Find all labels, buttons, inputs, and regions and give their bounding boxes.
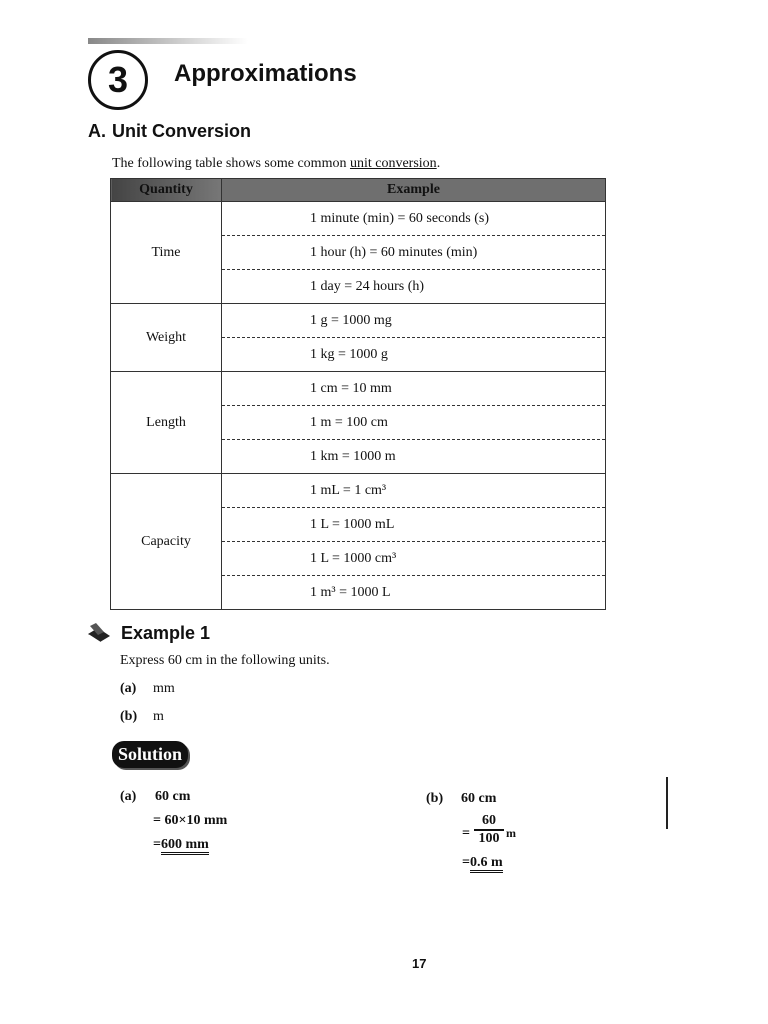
- table-row: [111, 202, 606, 304]
- example-item: 1 hour (h) = 60 minutes (min): [222, 235, 605, 269]
- solution-a-line2: = 60×10 mm: [153, 813, 228, 828]
- example-item: 1 m³ = 1000 L: [222, 575, 605, 609]
- section-letter: A.: [88, 121, 106, 141]
- example-item: 1 L = 1000 mL: [222, 507, 605, 541]
- unit-conversion-table: [110, 178, 606, 610]
- table-row: [111, 372, 606, 474]
- example-item: 1 m = 100 cm: [222, 405, 605, 439]
- page-number: 17: [412, 956, 427, 971]
- solution-a-label: (a): [120, 789, 137, 804]
- header-quantity: Quantity: [111, 179, 222, 202]
- example-item: 1 km = 1000 m: [222, 439, 605, 473]
- quantity-cell: Weight: [111, 304, 222, 372]
- equals-sign: =: [462, 855, 470, 870]
- header-example: Example: [222, 179, 606, 202]
- intro-underlined-term: unit conversion: [349, 156, 437, 171]
- quantity-cell: Time: [111, 202, 222, 304]
- example-item: 1 day = 24 hours (h): [222, 269, 605, 303]
- solution-a-answer: 600 mm: [161, 837, 209, 855]
- example-cell: [222, 474, 606, 610]
- quantity-cell: Capacity: [111, 474, 222, 610]
- table-row: [111, 474, 606, 610]
- solution-b-answer: 0.6 m: [470, 855, 503, 873]
- example-item: 1 g = 1000 mg: [310, 312, 392, 328]
- example-item: 1 L = 1000 cm³: [222, 541, 605, 575]
- solution-b-answer-line: [462, 855, 503, 871]
- solution-a-answer-line: [153, 837, 209, 853]
- section-title-text: Unit Conversion: [112, 121, 252, 141]
- pencil-book-icon: [86, 622, 112, 644]
- equals-sign: =: [462, 826, 470, 841]
- solution-a-line1: 60 cm: [155, 789, 191, 804]
- fraction-numerator: 60: [474, 813, 504, 831]
- example-item: 1 mL = 1 cm³: [310, 482, 387, 498]
- example-prompt: Express 60 cm in the following units.: [120, 653, 330, 668]
- example-item: 1 cm = 10 mm: [310, 380, 392, 396]
- example-item: 1 kg = 1000 g: [222, 337, 605, 371]
- fraction: [474, 813, 504, 847]
- intro-lead: The following table shows some common: [112, 156, 350, 171]
- example-cell: [222, 304, 606, 372]
- example-title: Example 1: [121, 623, 211, 643]
- intro-end: .: [436, 156, 441, 171]
- example-item: 1 minute (min) = 60 seconds (s): [310, 210, 489, 226]
- example-part-a: [120, 681, 175, 697]
- chapter-title: Approximations: [174, 60, 357, 87]
- part-text: m: [153, 709, 164, 724]
- intro-text: [112, 156, 440, 172]
- part-text: mm: [153, 681, 175, 696]
- solution-b-label: (b): [426, 791, 444, 806]
- table-header-row: [111, 179, 606, 202]
- margin-line: [666, 777, 668, 829]
- part-label: (b): [120, 709, 138, 724]
- equals-sign: =: [153, 837, 161, 852]
- quantity-cell: Length: [111, 372, 222, 474]
- example-cell: [222, 202, 606, 304]
- example-part-b: [120, 709, 164, 725]
- solution-badge: Solution: [112, 741, 188, 768]
- fraction-unit: m: [506, 826, 516, 840]
- section-title: [88, 121, 251, 142]
- part-label: (a): [120, 681, 137, 696]
- chapter-header-bar: [88, 38, 248, 44]
- fraction-denominator: 100: [478, 831, 500, 846]
- chapter-number: 3: [88, 50, 148, 110]
- table-row: [111, 304, 606, 372]
- solution-b-line1: 60 cm: [461, 791, 497, 806]
- example-cell: [222, 372, 606, 474]
